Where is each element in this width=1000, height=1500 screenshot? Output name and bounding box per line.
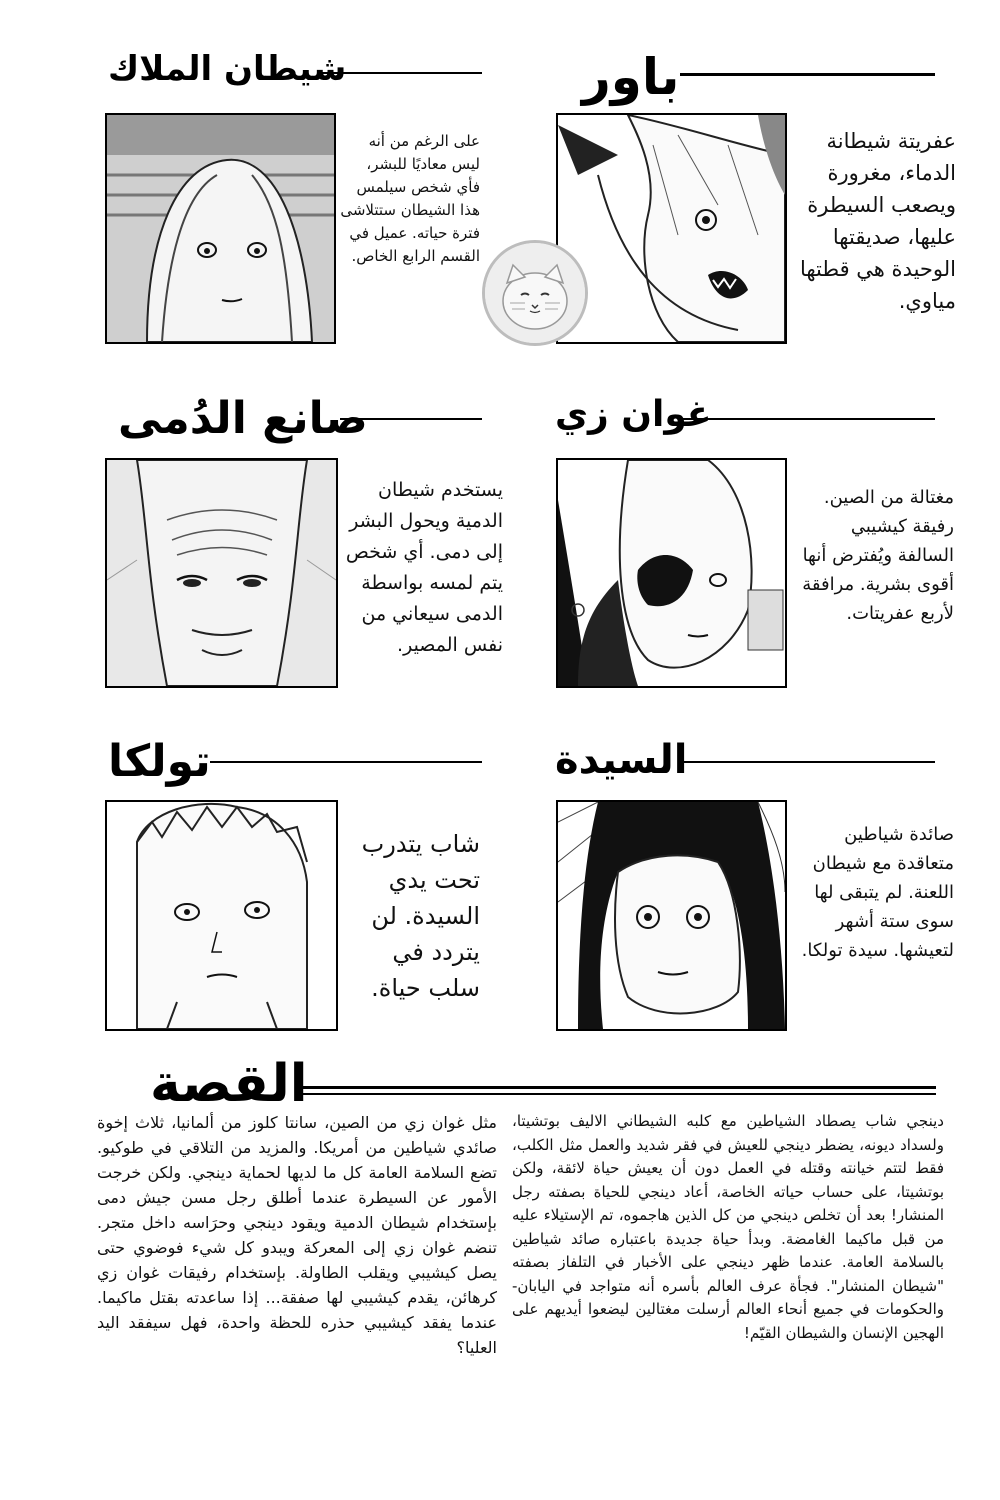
dollmaker-bio: يستخدم شيطان الدمية ويحول البشر إلى دمى. أي شخص يتم لمسه بواسطة الدمى سيعاني من نفس المصير. (345, 479, 503, 656)
lady-title-rule (680, 761, 935, 763)
quanxi-portrait (556, 458, 787, 688)
quanxi-title: غوان زي (555, 394, 712, 435)
story-title-rule-2 (300, 1093, 936, 1095)
tolka-portrait (105, 800, 338, 1031)
story-column-right: دينجي شاب يصطاد الشياطين مع كلبه الشيطاني الاليف بوتشيتا، ولسداد ديونه، يضطر دينجي للعيش في فقر شديد والعمل مثل الكلب، فقط لتتم خيانته وقتله في العمل دون أن يعيش حياة لائقة، ولكن بوتشيتا، على حساب حياته الخاصة، أعاد دينجي للحياة بصفته رجل المنشار! بعد أن تخلص دينجي من كل الذين هاجموه، تم الإستيلاء عليه من قبل ماكيما الغامضة. وبدأ حياة جديدة باعتباره صائد شياطين بالسلامة العامة. عندما ظهر دينجي على الأخبار في التلفاز بصفته "شيطان المنشار". فجأة عرف العالم بأسره أنه متواجد في اليابان- والحكومات في جميع أنحاء العالم أرسلت مغتالين ليضعوا أيديهم على الهجين الإنسان والشيطان القيّم! (512, 1112, 944, 1342)
angel-bio: على الرغم من أنه ليس معاديًا للبشر، فأي شخص سيلمس هذا الشيطان ستتلاشى فترة حياته. عميل في القسم الرابع الخاص. (340, 132, 480, 265)
dollmaker-portrait (105, 458, 338, 688)
dollmaker-title-rule (340, 418, 482, 420)
tolka-title-rule (210, 761, 482, 763)
lady-bio: صائدة شياطين متعاقدة مع شيطان اللعنة. لم يتبقى لها سوى ستة أشهر لتعيشها. سيدة تولكا. (801, 824, 954, 961)
lady-title: السيدة (555, 737, 688, 783)
meowy-cat-image (482, 240, 588, 346)
power-bio: عفريتة شيطانة الدماء، مغرورة ويصعب السيطرة عليها، صديقتها الوحيدة هي قطتها مياوي. (799, 129, 956, 313)
dollmaker-title: صانع الدُمى (118, 393, 368, 444)
angel-title-rule (320, 72, 482, 74)
power-title: باور (582, 48, 680, 106)
quanxi-title-rule (680, 418, 935, 420)
lady-portrait (556, 800, 787, 1031)
angel-title: شيطان الملاك (108, 49, 347, 89)
tolka-bio: شاب يتدرب تحت يدي السيدة. لن يتردد في سلب حياة. (361, 830, 480, 1002)
story-column-left: مثل غوان زي من الصين، سانتا كلوز من ألمانيا، ثلاث إخوة صائدي شياطين من أمريكا. والمزيد من التلاقي في طوكيو. تضع السلامة العامة كل ما لديها لحماية دينجي. ولكن خرجت الأمور عن السيطرة عندما أطلق رجل مسن جيش دمى بإستخدام شيطان الدمية ويقود دينجي وحرَاسه داخل متجر. تنضم غوان زي إلى المعركة ويبدو كل شيء فوضوي حتى يصل كيشيبي ويقلب الطاولة. بإستخدام رفيقات غوان زي كرهائن، يقدم كيشيبي لها صفقة... إذا ساعدته بقتل ماكيما. عندما يفقد كيشيبي حذره للحظة واحدة، فهل سيفقد اليد العليا؟ (97, 1113, 497, 1357)
story-title-rule-1 (300, 1086, 936, 1089)
power-title-rule (680, 73, 935, 76)
quanxi-bio: مغتالة من الصين. رفيقة كيشيبي السالفة ويُفترض أنها أقوى بشرية. مرافقة لأربع عفريتات. (802, 487, 954, 624)
angel-portrait (105, 113, 336, 344)
tolka-title: تولكا (108, 736, 211, 787)
story-title: القصة (150, 1054, 308, 1114)
power-portrait (556, 113, 787, 344)
